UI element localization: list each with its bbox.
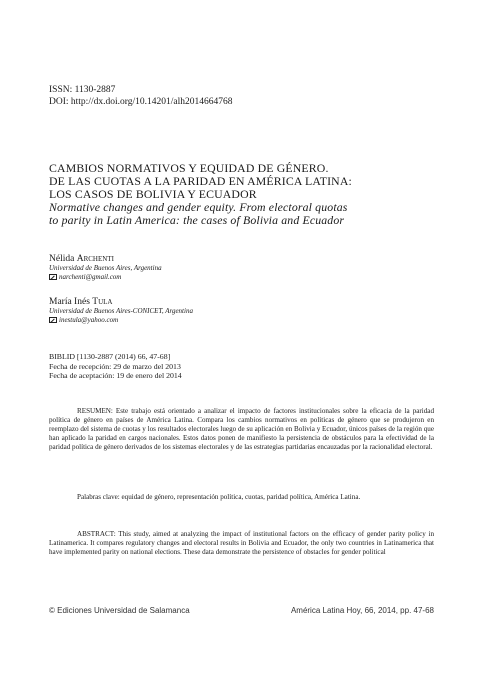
author-name [49,254,162,264]
author-email-row [49,316,193,325]
mail-icon [49,317,57,323]
mail-icon [49,274,57,280]
palabras-clave [49,493,434,502]
title-en-line-2: to parity in Latin America: the cases of Bolivia and Ecuador [49,213,345,227]
palabras-clave-text: Palabras clave: equidad de género, representación política, cuotas, paridad política, América Latina. [77,493,361,501]
title-es-line-2: DE LAS CUOTAS A LA PARIDAD EN AMÉRICA LATINA: [49,174,352,188]
accepted-date: Fecha de aceptación: 19 de enero del 2014 [49,371,182,381]
author-last-name: Tula [92,297,113,307]
resumen [49,407,434,452]
received-date: Fecha de recepción: 29 de marzo del 2013 [49,361,181,371]
issn: ISSN: 1130-2887 [49,85,116,95]
author-first-name: María Inés [49,297,90,307]
footer-citation: América Latina Hoy, 66, 2014, pp. 47-68 [290,606,434,615]
author-affiliation: Universidad de Buenos Aires-CONICET, Argentina [49,307,193,315]
abstract-text: ABSTRACT: This study, aimed at analyzing the impact of institutional factors on the efficacy of gender parity policy in Latinamerica. It compares regulatory changes and electoral results in Bolivia and Ecuador, the only two countries in Latinamerica that have implemented parity on national elections. These data demonstrate the persistence of obstacles for gender political [49,530,434,557]
author-affiliation: Universidad de Buenos Aires, Argentina [49,264,162,272]
identifiers [49,84,233,108]
author-1 [49,254,162,282]
title-en-line-1: Normative changes and gender equity. From electoral quotas [49,200,348,214]
article-title [49,162,352,227]
author-email[interactable]: narchenti@gmail.com [59,273,122,281]
doi[interactable]: DOI: http://dx.doi.org/10.14201/alh2014664768 [49,97,233,107]
footer-publisher: © Ediciones Universidad de Salamanca [49,606,190,615]
author-first-name: Nélida [49,254,75,264]
title-es-line-1: CAMBIOS NORMATIVOS Y EQUIDAD DE GÉNERO. [49,161,329,175]
abstract [49,530,434,557]
biblid: BIBLID [1130-2887 (2014) 66, 47-68] [49,352,171,361]
author-email-row [49,273,162,282]
author-2 [49,297,193,325]
title-es-line-3: LOS CASOS DE BOLIVIA Y ECUADOR [49,187,257,201]
biblio-block [49,352,182,381]
resumen-text: RESUMEN: Este trabajo está orientado a analizar el impacto de factores institucionales sobre la eficacia de la paridad política de género en países de América Latina. Compara los cambios normativos en políticas de género que se produjeron en reemplazo del sistema de cuotas y los resultados electorales luego de su aplicación en Bolivia y Ecuador, únicos países de la región que han aplicado la paridad en cargos nacionales. Estos datos ponen de manifiesto la persistencia de obstáculos para la efectividad de la paridad política de género derivados de los sistemas electorales y de las estrategias partidarias encauzadas por la racionalidad electoral. [49,407,434,452]
author-email[interactable]: inestula@yahoo.com [59,316,119,324]
author-name [49,297,193,307]
author-last-name: Archenti [76,254,114,264]
